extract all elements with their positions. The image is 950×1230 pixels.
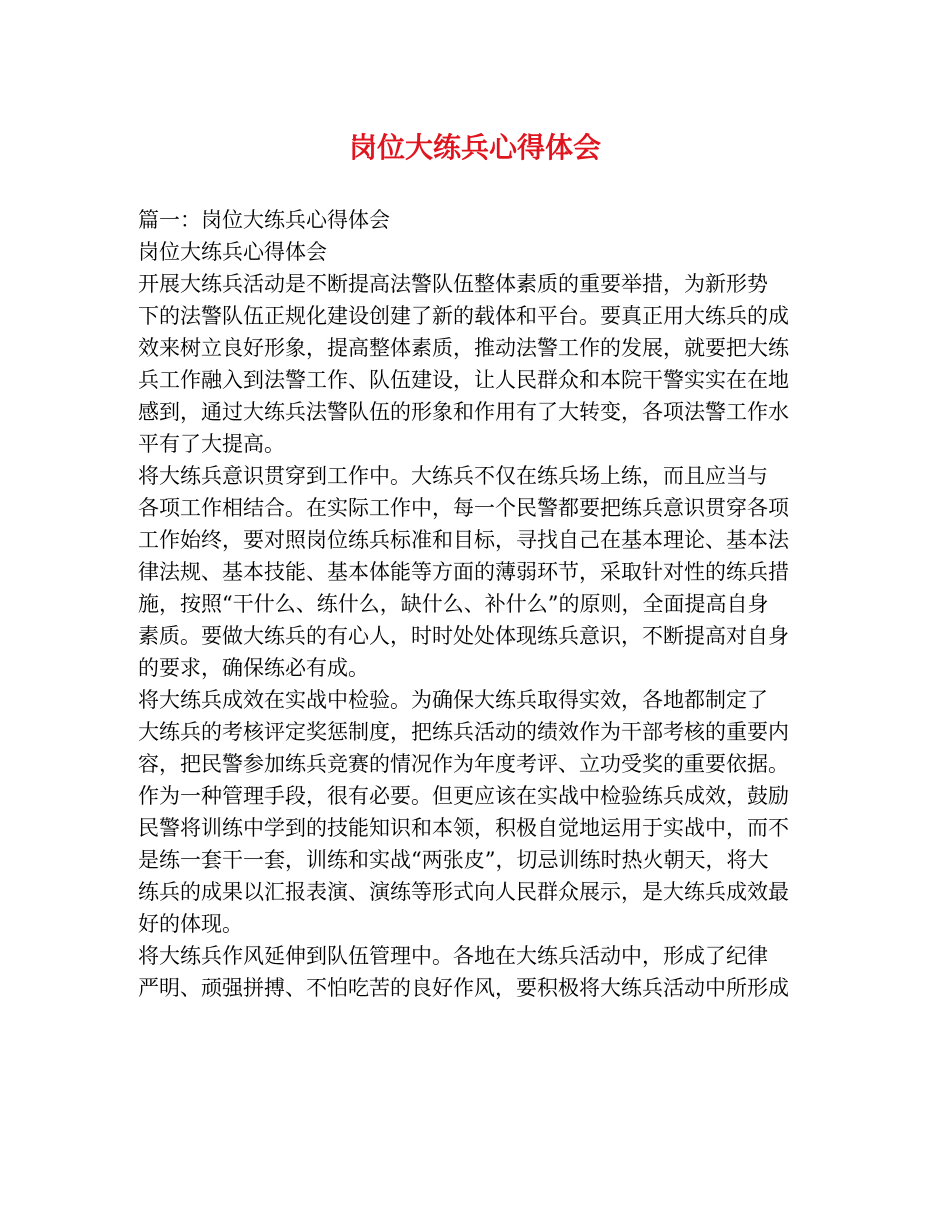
body-line: 将大练兵成效在实战中检验。为确保大练兵取得实效，各地都制定了	[138, 688, 768, 712]
body-line: 效来树立良好形象，提高整体素质，推动法警工作的发展，就要把大练	[138, 336, 789, 360]
body-line: 平有了大提高。	[138, 432, 285, 456]
body-line: 开展大练兵活动是不断提高法警队伍整体素质的重要举措，为新形势	[138, 272, 768, 296]
body-line: 大练兵的考核评定奖惩制度，把练兵活动的绩效作为干部考核的重要内	[138, 720, 789, 744]
subheading: 岗位大练兵心得体会	[138, 240, 327, 264]
body-line: 将大练兵意识贯穿到工作中。大练兵不仅在练兵场上练，而且应当与	[138, 464, 768, 488]
body-line: 作为一种管理手段，很有必要。但更应该在实战中检验练兵成效，鼓励	[138, 784, 789, 808]
body-line: 容，把民警参加练兵竞赛的情况作为年度考评、立功受奖的重要依据。	[138, 752, 789, 776]
body-line: 是练一套干一套，训练和实战“两张皮”，切忌训练时热火朝天，将大	[138, 848, 769, 872]
body-line: 将大练兵作风延伸到队伍管理中。各地在大练兵活动中，形成了纪律	[138, 944, 768, 968]
body-line: 好的体现。	[138, 912, 243, 936]
body-line: 练兵的成果以汇报表演、演练等形式向人民群众展示，是大练兵成效最	[138, 880, 789, 904]
body-line: 下的法警队伍正规化建设创建了新的载体和平台。要真正用大练兵的成	[138, 304, 789, 328]
body-line: 严明、顽强拼搏、不怕吃苦的良好作风，要积极将大练兵活动中所形成	[138, 976, 789, 1000]
body-line: 施，按照“干什么、练什么，缺什么、补什么”的原则，全面提高自身	[138, 592, 769, 616]
body-line: 工作始终，要对照岗位练兵标准和目标，寻找自己在基本理论、基本法	[138, 528, 789, 552]
body-line: 感到，通过大练兵法警队伍的形象和作用有了大转变，各项法警工作水	[138, 400, 789, 424]
document-title: 岗位大练兵心得体会	[348, 131, 601, 164]
body-line: 素质。要做大练兵的有心人，时时处处体现练兵意识，不断提高对自身	[138, 624, 789, 648]
body-line: 律法规、基本技能、基本体能等方面的薄弱环节，采取针对性的练兵措	[138, 560, 789, 584]
body-line: 的要求，确保练必有成。	[138, 656, 369, 680]
body-line: 民警将训练中学到的技能知识和本领，积极自觉地运用于实战中，而不	[138, 816, 789, 840]
document-body	[138, 204, 814, 1004]
body-line: 兵工作融入到法警工作、队伍建设，让人民群众和本院干警实实在在地	[138, 368, 789, 392]
section-heading: 篇一：岗位大练兵心得体会	[138, 208, 390, 232]
body-line: 各项工作相结合。在实际工作中，每一个民警都要把练兵意识贯穿各项	[138, 496, 789, 520]
